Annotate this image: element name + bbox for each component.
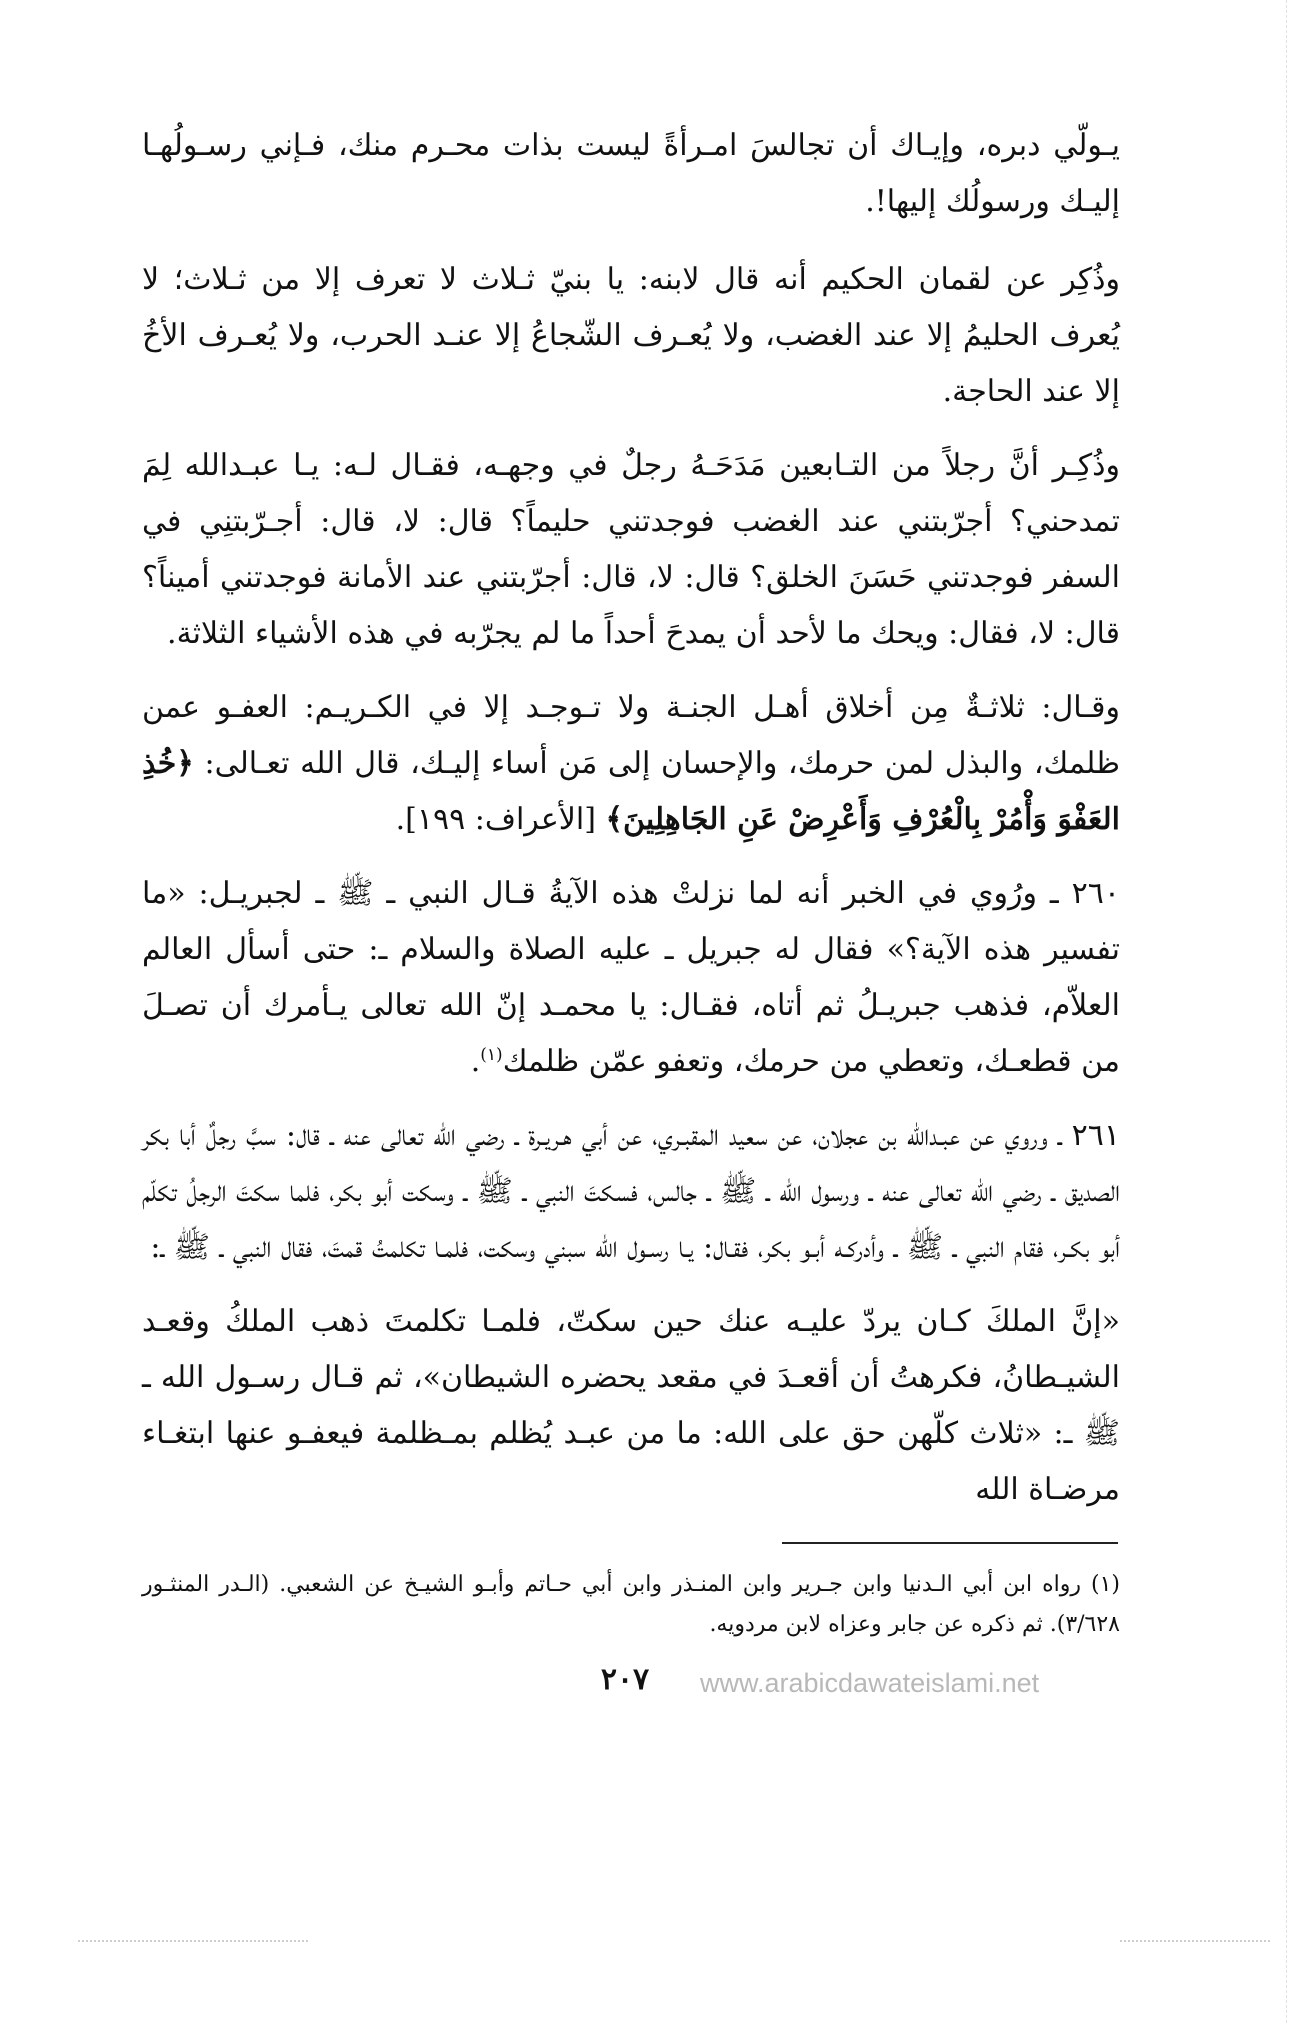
paragraph-luqman: وذُكِر عن لقمان الحكيم أنه قال لابنه: يا بنيّ ثـلاث لا تعرف إلا من ثـلاث؛ لا يُعرف الحليمُ إلا عند الغضب، ولا يُعـرف الشّجاعُ إلا عنـد الحرب، ولا يُعـرف الأخُ إلا عند الحاجة. — [142, 262, 1120, 409]
page-edge-line — [1286, 0, 1287, 2023]
quran-verse: ﴿خُذِ العَفْوَ وَأْمُرْ بِالْعُرْفِ وَأَعْرِضْ عَنِ الجَاهِلِينَ﴾ — [142, 746, 1120, 837]
paragraph-1: يـولّي دبره، وإيـاك أن تجالسَ امـرأةً ليست بذات محـرم منك، فـإني رسـولُهـا إليـك ورسولُك إليها!. — [142, 128, 1120, 219]
main-text — [142, 118, 1120, 1536]
paragraph-hadith: «إنَّ الملكَ كـان يردّ عليـه عنك حين سكتّ، فلمـا تكلمتَ ذهب الملكُ وقعـد الشيـطانُ، فكرهتُ أن أقعـدَ في مقعد يحضره الشيطان»، ثم قـال رسـول الله ـ ﷺ ـ: «ثلاث كلّهن حق على الله: ما من عبـد يُظلم بمـظلمة فيعفـو عنها ابتغـاء مرضـاة الله — [142, 1304, 1120, 1507]
paragraph-three-traits — [142, 680, 1120, 848]
verse-reference: [الأعراف: ١٩٩]. — [395, 802, 596, 837]
scan-artifact-left — [78, 1940, 308, 1944]
paragraph-260-text: ٢٦٠ ـ ورُوي في الخبر أنه لما نزلتْ هذه الآيةُ قـال النبي ـ ﷺ ـ لجبريـل: «ما تفسير هذه الآية؟» فقال له جبريل ـ عليه الصلاة والسلام ـ: حتى أسأل العالم العلاّم، فذهب جبريـلُ ثم أتاه، فقـال: يا محمـد إنّ الله تعالى يـأمرك أن تصـلَ من قطعـك، وتعطي من حرمك، وتعفو عمّن ظلمك — [142, 876, 1120, 1079]
footnote-1: (١) رواه ابن أبي الـدنيا وابن جـرير وابن المنـذر وابن أبي حـاتم وأبـو الشيـخ عن الشعبي. (الـدر المنثـور ٣/٦٢٨). ثم ذكره عن جابر وعزاه لابن مردويه. — [142, 1572, 1120, 1637]
footnote-marker: (١) — [480, 1045, 503, 1065]
scan-artifact-right — [1120, 1940, 1270, 1944]
paragraph-261: ٢٦١ ـ وروي عن عبـدالله بن عجلان، عن سعيد المقبـري، عن أبي هـريـرة ـ رضي الله تعالى عنه ـ قال: سبَّ رجلٌ أبا بكر الصديق ـ رضي الله تعالى عنه ـ ورسول الله ـ ﷺ ـ جالس، فسكتَ النبي ـ ﷺ ـ وسكت أبو بكر، فلما سكتَ الرجلُ تكلّم أبو بكـر، فقام النبي ـ ﷺ ـ وأدركـه أبـو بكر، فقـال: يـا رسـول الله سبني وسكت، فلمـا تكلمتُ قمتَ، فقال النبي ـ ﷺ ـ: — [142, 1118, 1120, 1265]
paragraph-three-traits-text: وقـال: ثلاثـةٌ مِن أخلاق أهـل الجنـة ولا تـوجـد إلا في الكـريـم: العفـو عمن ظلمك، والبذل لمن حرمك، والإحسان إلى مَن أساء إليـك، قال الله تعـالى: — [142, 690, 1120, 781]
page-number: ٢٠٧ — [600, 1662, 650, 1697]
paragraph-praise: وذُكِـر أنَّ رجلاً من التـابعين مَدَحَـهُ رجلٌ في وجهـه، فقـال لـه: يـا عبـدالله لِمَ تمدحني؟ أجرّبتني عند الغضب فوجدتني حليماً؟ قال: لا، قال: أجـرّبتنِي في السفر فوجدتني حَسَنَ الخلق؟ قال: لا، قال: أجرّبتني عند الأمانة فوجدتني أميناً؟ قال: لا، فقال: ويحك ما لأحد أن يمدحَ أحداً ما لم يجرّبه في هذه الأشياء الثلاثة. — [142, 448, 1120, 651]
paragraph-260-end: . — [470, 1044, 481, 1079]
footnotes — [142, 1565, 1120, 1645]
footnote-separator — [782, 1542, 1118, 1544]
watermark: www.arabicdawateislami.net — [700, 1668, 1040, 1698]
paragraph-260 — [142, 866, 1120, 1090]
